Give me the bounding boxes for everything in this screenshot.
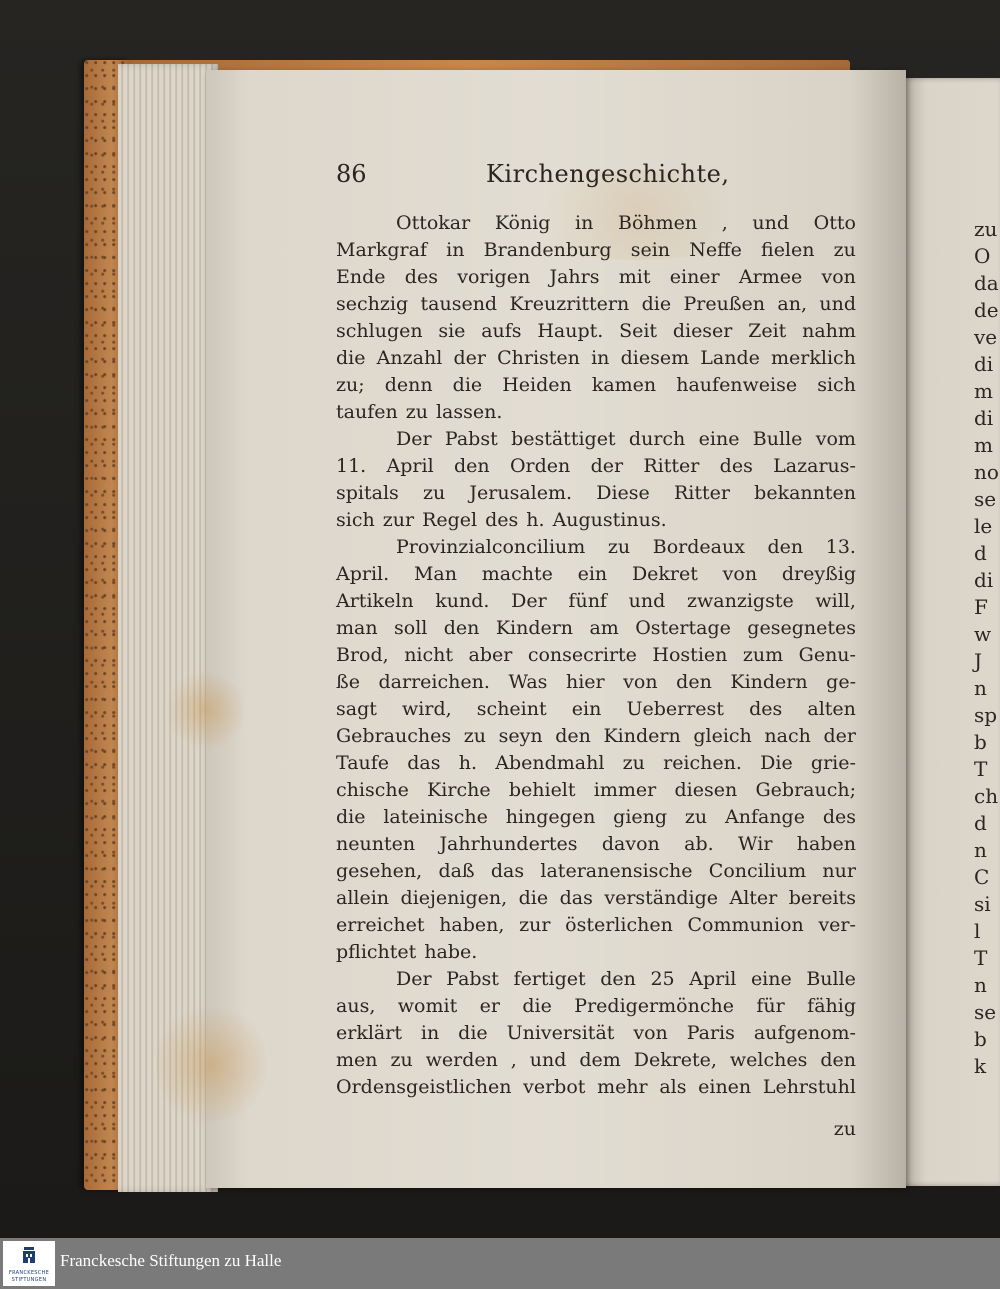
logo-text-top: FRANCKESCHE [8, 1270, 50, 1276]
word: bekannten [754, 482, 856, 504]
word: Ende [336, 266, 386, 288]
text-line [336, 426, 856, 453]
word: die [458, 1022, 488, 1044]
word: Anzahl [376, 347, 443, 369]
word: davon [601, 833, 660, 855]
word: sich [336, 509, 375, 531]
word: aus, [336, 995, 376, 1017]
word: Orden [509, 455, 571, 477]
word: Neffe [689, 239, 742, 261]
text-line [336, 939, 856, 966]
word: einer [669, 266, 720, 288]
word: österlichen [565, 914, 673, 936]
word: den [820, 1049, 856, 1071]
word: neunten [336, 833, 416, 855]
word: zu; [336, 374, 365, 396]
footer-bar [0, 1238, 1000, 1289]
word: der [823, 725, 856, 747]
word: von [821, 266, 856, 288]
word: schlugen [336, 320, 423, 342]
word: dieser [672, 320, 733, 342]
running-head-title: Kirchengeschichte, [486, 160, 730, 188]
word: in [575, 212, 594, 234]
word: h. [458, 752, 478, 774]
word: Abendmahl [495, 752, 605, 774]
word: zur [519, 914, 551, 936]
word: 11. [336, 455, 367, 477]
word: und [752, 212, 790, 234]
word: spitals [336, 482, 399, 504]
word: nach [764, 725, 811, 747]
word: für [756, 995, 785, 1017]
text-line [336, 210, 856, 237]
word: Gebrauches [336, 725, 452, 747]
word: consecrirte [527, 644, 637, 666]
word: ab. [684, 833, 714, 855]
word: vom [815, 428, 856, 450]
text-line [336, 777, 856, 804]
word: soll [394, 617, 428, 639]
word: kamen [591, 374, 657, 396]
word: welches [729, 1049, 808, 1071]
word: Jahrs [549, 266, 600, 288]
word: die [522, 995, 552, 1017]
word: zu [390, 1049, 413, 1071]
word: den [453, 455, 490, 477]
word: des [822, 806, 856, 828]
word: haben [796, 833, 856, 855]
word: werden [425, 1049, 498, 1071]
word: fünf [568, 590, 607, 612]
word: einen [698, 1076, 752, 1098]
word: Anfange [725, 806, 805, 828]
text-line [336, 750, 856, 777]
word: Pabst [446, 968, 499, 990]
word: der [453, 347, 486, 369]
word: und [628, 590, 666, 612]
text-line [336, 723, 856, 750]
word: Haupt. [537, 320, 604, 342]
word: lassen. [435, 401, 503, 423]
word: Böhmen [617, 212, 698, 234]
text-line [336, 1020, 856, 1047]
word: Der [396, 428, 432, 450]
word: Diese [596, 482, 650, 504]
word: habe. [424, 941, 478, 963]
word: Lazarus- [773, 455, 856, 477]
word: zu [463, 725, 486, 747]
word: sein [630, 239, 671, 261]
word: aufs [481, 320, 522, 342]
word: des [719, 455, 753, 477]
word: Kindern [603, 725, 681, 747]
word: Concilium [708, 860, 807, 882]
text-line [336, 561, 856, 588]
word: Taufe [336, 752, 390, 774]
text-line [336, 912, 856, 939]
text-line [336, 1074, 856, 1101]
word: zu [684, 806, 708, 828]
word: bereits [788, 887, 856, 909]
paper-stain [156, 1000, 266, 1130]
text-line [336, 804, 856, 831]
word: verständige [604, 887, 719, 909]
word: Ueberrest [626, 698, 724, 720]
word: Christen [497, 347, 580, 369]
word: das [407, 752, 441, 774]
word: sechzig [336, 293, 409, 315]
word: chische [336, 779, 409, 801]
word: sich [817, 374, 856, 396]
paper-stain [166, 670, 246, 750]
word: denn [384, 374, 433, 396]
word: tausend [420, 293, 498, 315]
word: Bulle [752, 428, 803, 450]
word: diesem [620, 347, 690, 369]
word: diejenigen, [400, 887, 508, 909]
word: zur [382, 509, 415, 531]
catchword: zu [833, 1118, 856, 1140]
word: Preußen [683, 293, 765, 315]
word: darreichen. [378, 671, 490, 693]
word: April [689, 968, 737, 990]
word: ver- [818, 914, 856, 936]
building-emblem-icon [22, 1247, 36, 1265]
text-line [336, 993, 856, 1020]
word: von [623, 671, 658, 693]
word: men [336, 1049, 378, 1071]
text-line [336, 291, 856, 318]
facing-page [906, 78, 1000, 1186]
text-line [336, 399, 856, 426]
word: hingegen [505, 806, 596, 828]
word: aufgenom- [753, 1022, 856, 1044]
word: will, [815, 590, 856, 612]
word: Hostien [652, 644, 728, 666]
word: Regel [422, 509, 478, 531]
word: grie- [810, 752, 856, 774]
word: wird, [402, 698, 452, 720]
word: mit [618, 266, 651, 288]
word: Ordensgeistlichen [336, 1076, 512, 1098]
word: an, [777, 293, 807, 315]
text-line [336, 669, 856, 696]
word: Jahrhundertes [439, 833, 578, 855]
text-line [336, 966, 856, 993]
word: Lehrstuhl [762, 1076, 856, 1098]
word: taufen [336, 401, 398, 423]
text-line [336, 453, 856, 480]
institution-name: Franckesche Stiftungen zu Halle [60, 1251, 282, 1270]
text-line [336, 480, 856, 507]
word: aber [468, 644, 513, 666]
word: zu [422, 482, 446, 504]
word: seyn [498, 725, 543, 747]
word: behielt [508, 779, 576, 801]
word: Wir [738, 833, 773, 855]
word: zu [622, 752, 645, 774]
word: als [659, 1076, 687, 1098]
word: die [336, 347, 366, 369]
word: Zeit [748, 320, 787, 342]
text-line [336, 372, 856, 399]
word: das [490, 860, 525, 882]
word: die [641, 293, 672, 315]
word: eine [750, 968, 792, 990]
text-line [336, 264, 856, 291]
word: womit [397, 995, 458, 1017]
word: am [589, 617, 619, 639]
word: fielen [761, 239, 815, 261]
word: den [767, 536, 804, 558]
word: Jerusalem. [469, 482, 573, 504]
word: 25 [650, 968, 675, 990]
word: und [529, 1049, 567, 1071]
word: die [452, 374, 483, 396]
word: Genu- [798, 644, 856, 666]
word: fähig [807, 995, 856, 1017]
text-line [336, 696, 856, 723]
word: Provinzialconcilium [396, 536, 586, 558]
word: zu [607, 536, 631, 558]
word: bestättiget [511, 428, 616, 450]
facing-page-text-fragments: zu O da de ve di m di m no se le d di F w J n sp b T ch d n C si l T n se b k [974, 217, 999, 1078]
word: April [386, 455, 434, 477]
word: man [336, 617, 378, 639]
word: gesegnetes [747, 617, 856, 639]
word: Der [511, 590, 547, 612]
word: von [722, 563, 758, 585]
word: 13. [825, 536, 856, 558]
word: Was [508, 671, 548, 693]
word: diesen [674, 779, 738, 801]
word: Kreuzrittern [509, 293, 630, 315]
word: er [479, 995, 500, 1017]
word: immer [593, 779, 657, 801]
word: Seit [619, 320, 658, 342]
text-line [336, 534, 856, 561]
word: gleich [693, 725, 752, 747]
word: das [559, 887, 593, 909]
word: , [510, 1049, 517, 1071]
word: zu [405, 401, 428, 423]
word: Ostertage [635, 617, 731, 639]
word: Dekrete, [633, 1049, 717, 1071]
word: Pabst [444, 428, 498, 450]
word: machte [481, 563, 553, 585]
word: erklärt [336, 1022, 402, 1044]
word: des [749, 698, 783, 720]
word: Ottokar [396, 212, 471, 234]
word: lateinische [383, 806, 488, 828]
text-line [336, 831, 856, 858]
word: zwanzigste [686, 590, 794, 612]
word: gieng [613, 806, 668, 828]
word: den [676, 671, 712, 693]
word: die [336, 806, 366, 828]
word: scheint [476, 698, 547, 720]
text-line [336, 615, 856, 642]
word: König [494, 212, 551, 234]
word: Kindern [495, 617, 574, 639]
word: Heiden [502, 374, 572, 396]
word: des [485, 509, 519, 531]
running-header [336, 160, 856, 210]
word: , [721, 212, 728, 234]
institution-logo [3, 1241, 55, 1286]
word: den [555, 725, 591, 747]
word: ße [336, 671, 360, 693]
word: Dekret [631, 563, 698, 585]
word: reichen. [663, 752, 742, 774]
word: des [404, 266, 438, 288]
word: zu [833, 239, 856, 261]
word: sagt [336, 698, 377, 720]
word: April. [336, 563, 390, 585]
word: Bordeaux [652, 536, 745, 558]
word: Markgraf [336, 239, 427, 261]
word: nur [822, 860, 856, 882]
word: verbot [523, 1076, 586, 1098]
word: Lande [700, 347, 760, 369]
text-line [336, 1047, 856, 1074]
word: in [446, 239, 465, 261]
page-number: 86 [336, 160, 367, 188]
word: Der [396, 968, 432, 990]
word: merklich [771, 347, 856, 369]
word: gesehen, [336, 860, 423, 882]
word: erreichet [336, 914, 425, 936]
word: alten [807, 698, 856, 720]
word: Bulle [806, 968, 856, 990]
word: Man [413, 563, 457, 585]
word: Artikeln [336, 590, 414, 612]
word: vorigen [457, 266, 531, 288]
word: daß [438, 860, 475, 882]
text-line [336, 507, 856, 534]
word: Kindern [730, 671, 808, 693]
body-text [336, 210, 856, 1101]
text-line [336, 885, 856, 912]
word: ein [571, 698, 602, 720]
word: dreyßig [781, 563, 856, 585]
word: durch [628, 428, 686, 450]
word: pflichtet [336, 941, 417, 963]
word: Otto [813, 212, 856, 234]
word: Ritter [673, 482, 730, 504]
word: in [420, 1022, 440, 1044]
word: Alter [729, 887, 778, 909]
word: Universität [506, 1022, 615, 1044]
word: Communion [687, 914, 804, 936]
word: Ritter [643, 455, 700, 477]
word: haufenweise [676, 374, 798, 396]
word: dem [579, 1049, 621, 1071]
text-line [336, 318, 856, 345]
word: Brod, [336, 644, 389, 666]
word: Brandenburg [483, 239, 612, 261]
logo-text-bottom: STIFTUNGEN [11, 1277, 47, 1283]
word: Augustinus. [552, 509, 667, 531]
word: Kirche [427, 779, 491, 801]
word: Die [760, 752, 793, 774]
word: ge- [826, 671, 856, 693]
text-line [336, 237, 856, 264]
word: Paris [686, 1022, 735, 1044]
word: kund. [435, 590, 490, 612]
word: hier [565, 671, 605, 693]
word: den [443, 617, 480, 639]
word: die [518, 887, 549, 909]
text-line [336, 345, 856, 372]
word: h. [526, 509, 545, 531]
word: fertiget [513, 968, 586, 990]
word: allein [336, 887, 390, 909]
word: Armee [738, 266, 803, 288]
word: eine [698, 428, 740, 450]
text-line [336, 858, 856, 885]
word: in [591, 347, 610, 369]
text-line [336, 642, 856, 669]
word: den [600, 968, 636, 990]
word: ein [577, 563, 608, 585]
word: von [633, 1022, 668, 1044]
word: nahm [802, 320, 856, 342]
word: haben, [439, 914, 505, 936]
word: Predigermönche [574, 995, 734, 1017]
word: und [819, 293, 856, 315]
word: sie [438, 320, 466, 342]
word: der [590, 455, 624, 477]
word: Gebrauch; [755, 779, 856, 801]
word: zum [742, 644, 784, 666]
word: lateranensische [540, 860, 693, 882]
text-line [336, 588, 856, 615]
word: mehr [597, 1076, 648, 1098]
word: nicht [404, 644, 454, 666]
page-text-block [336, 160, 856, 1140]
